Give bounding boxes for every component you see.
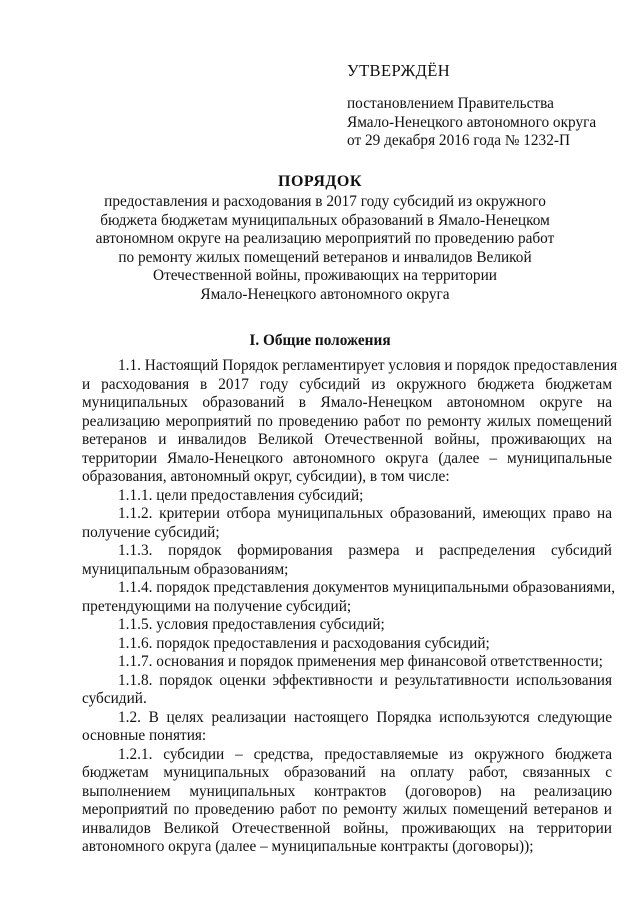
body-line: 1.1.2. критерии отбора муниципальных образований, имеющих право на bbox=[118, 505, 612, 522]
body-line: 1.1.4. порядок представления документов муниципальными образованиями, bbox=[118, 579, 616, 596]
body-line: выполнением муниципальных контрактов (договоров) на реализацию bbox=[82, 782, 612, 800]
document-title: ПОРЯДОК bbox=[278, 173, 362, 190]
body-line: получение субсидий; bbox=[82, 523, 220, 541]
body-line: территории Ямало-Ненецкого автономного округа (далее – муниципальные bbox=[82, 449, 612, 467]
body-line: бюджетам муниципальных образований на оплату работ, связанных с bbox=[82, 764, 612, 781]
body-line: автономного округа (далее – муниципальные контракты (договоры)); bbox=[82, 838, 534, 855]
body-line: мероприятий по проведению работ по ремонту жилых помещений ветеранов и bbox=[82, 801, 612, 818]
body-text bbox=[82, 357, 618, 857]
body-line: муниципальным образованиям; bbox=[82, 560, 289, 578]
subtitle-line: Отечественной войны, проживающих на территории bbox=[153, 267, 497, 285]
approval-block bbox=[347, 60, 627, 151]
body-line: 1.1.7. основания и порядок применения мер финансовой ответственности; bbox=[118, 653, 603, 670]
subtitle-line: Ямало-Ненецкого автономного округа bbox=[200, 285, 450, 303]
body-line: 1.1.5. условия предоставления субсидий; bbox=[118, 616, 385, 633]
body-line: реализацию мероприятий по проведению работ по ремонту жилых помещений bbox=[82, 412, 612, 430]
body-line: 1.1.3. порядок формирования размера и распределения субсидий bbox=[118, 542, 612, 559]
approval-line: Ямало-Ненецкого автономного округа bbox=[347, 113, 597, 131]
subtitle-line: по ремонту жилых помещений ветеранов и инвалидов Великой bbox=[118, 248, 532, 266]
section-heading: I. Общие положения bbox=[249, 332, 391, 349]
subtitle-line: бюджета бюджетам муниципальных образований в Ямало-Ненецком bbox=[100, 211, 550, 229]
approved-stamp-text: УТВЕРЖДЁН bbox=[347, 61, 451, 80]
body-line: субсидий. bbox=[82, 690, 147, 707]
subtitle-line: автономном округе на реализацию мероприятий по проведению работ bbox=[95, 230, 555, 248]
body-line: 1.1.8. порядок оценки эффективности и результативности использования bbox=[118, 671, 612, 689]
approval-line: постановлением Правительства bbox=[347, 95, 554, 112]
body-line: основные понятия: bbox=[82, 727, 207, 744]
body-line: муниципальных образований в Ямало-Ненецком автономном округе на bbox=[82, 394, 612, 411]
body-line: инвалидов Великой Отечественной войны, проживающих на территории bbox=[82, 819, 612, 837]
body-line: 1.1.1. цели предоставления субсидий; bbox=[118, 486, 364, 504]
body-line: 1.1.6. порядок предоставления и расходования субсидий; bbox=[118, 634, 490, 652]
body-line: 1.1. Настоящий Порядок регламентирует условия и порядок предоставления bbox=[118, 357, 618, 374]
body-line: 1.2.1. субсидии – средства, предоставляемые из окружного бюджета bbox=[118, 745, 612, 763]
body-line: ветеранов и инвалидов Великой Отечественной войны, проживающих на bbox=[82, 431, 612, 448]
body-line: претендующими на получение субсидий; bbox=[82, 597, 352, 615]
body-line: 1.2. В целях реализации настоящего Порядка используются следующие bbox=[118, 708, 612, 726]
body-line: и расходования в 2017 году субсидий из окружного бюджета бюджетам bbox=[82, 375, 612, 393]
approval-line: от 29 декабря 2016 года № 1232-П bbox=[347, 132, 570, 150]
body-line: образования, автономный округ, субсидии), в том числе: bbox=[82, 468, 450, 485]
subtitle-line: предоставления и расходования в 2017 году субсидий из окружного bbox=[104, 193, 546, 210]
document-subtitle bbox=[90, 193, 560, 305]
